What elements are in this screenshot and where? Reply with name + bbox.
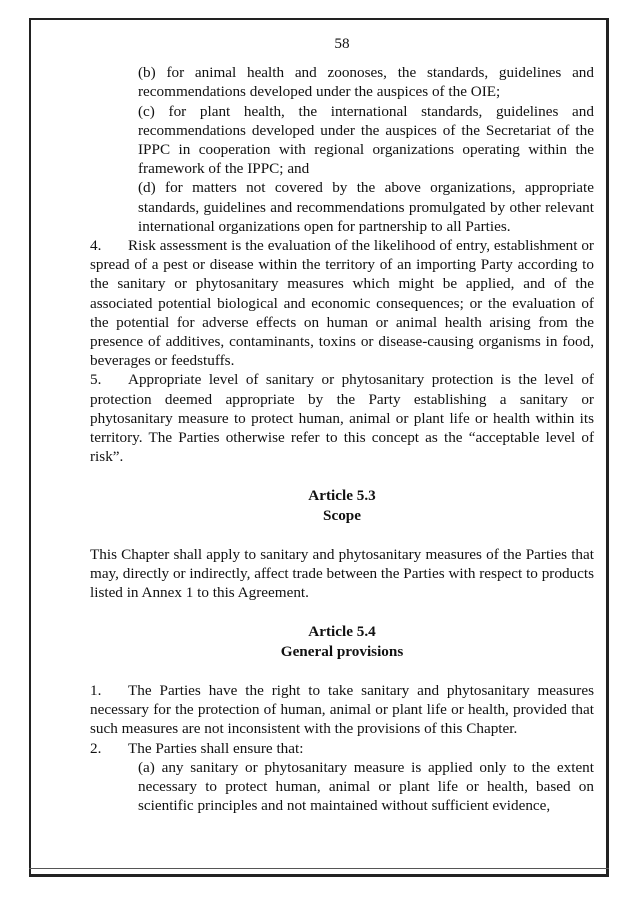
article-5-4-title: Article 5.4 xyxy=(308,623,376,641)
article-5-4-paragraph-2 xyxy=(90,739,594,758)
page-number: 58 xyxy=(334,35,350,52)
article-5-3-title: Article 5.3 xyxy=(308,487,376,505)
paragraph-5-number: 5. xyxy=(90,371,102,389)
article-5-4-item-a: (a) any sanitary or phytosanitary measure is applied only to the extent necessary to protect human, animal or plant life or health, based on scientific principles and not maintained without sufficient evidence, xyxy=(138,758,594,815)
article-5-4-paragraph-1 xyxy=(90,681,594,739)
paragraph-4-text: Risk assessment is the evaluation of the likelihood of entry, establishment or spread of a pest or disease within the territory of an importing Party according to the sanitary or phytosanitary measures which might be applied, and of the associated potential biological and economic consequences; or the evaluation of the potential for adverse effects on human or animal health arising from the presence of additives, contaminants, toxins or disease-causing organisms in food, beverages or feedstuffs. xyxy=(90,237,594,370)
item-b: (b) for animal health and zoonoses, the standards, guidelines and recommendations developed under the auspices of the OIE; xyxy=(138,64,594,101)
article-5-4-p2-text: The Parties shall ensure that: xyxy=(128,739,304,757)
item-d: (d) for matters not covered by the above organizations, appropriate standards, guidelines and recommendations promulgated by other relevant international organizations open for partnership to all Parties. xyxy=(138,179,594,235)
article-5-4-p1-number: 1. xyxy=(90,681,102,699)
document-body xyxy=(90,34,594,815)
paragraph-5-text: Appropriate level of sanitary or phytosanitary protection is the level of protection deemed appropriate by the Party establishing a sanitary or phytosanitary measure to protect human, animal or plant life or health within its territory. The Parties otherwise refer to this concept as the “acceptable level of risk”. xyxy=(90,371,594,466)
article-5-3-subtitle: Scope xyxy=(323,506,361,524)
article-5-4-subtitle: General provisions xyxy=(280,642,404,660)
footer-rule xyxy=(29,868,609,869)
paragraph-5 xyxy=(90,370,594,466)
paragraph-4 xyxy=(90,236,594,370)
article-5-4-p2-number: 2. xyxy=(90,739,102,757)
article-5-4-p1-text: The Parties have the right to take sanitary and phytosanitary measures necessary for the protection of human, animal or plant life or health, provided that such measures are not inconsistent with the provisions of this Chapter. xyxy=(90,681,594,738)
item-c: (c) for plant health, the international standards, guidelines and recommendations developed under the auspices of the Secretariat of the IPPC in cooperation with regional organizations operating within the framework of the IPPC; and xyxy=(138,102,594,178)
article-5-3-text: This Chapter shall apply to sanitary and phytosanitary measures of the Parties that may, directly or indirectly, affect trade between the Parties with respect to products listed in Annex 1 to this Agreement. xyxy=(90,545,594,602)
paragraph-4-number: 4. xyxy=(90,237,102,255)
